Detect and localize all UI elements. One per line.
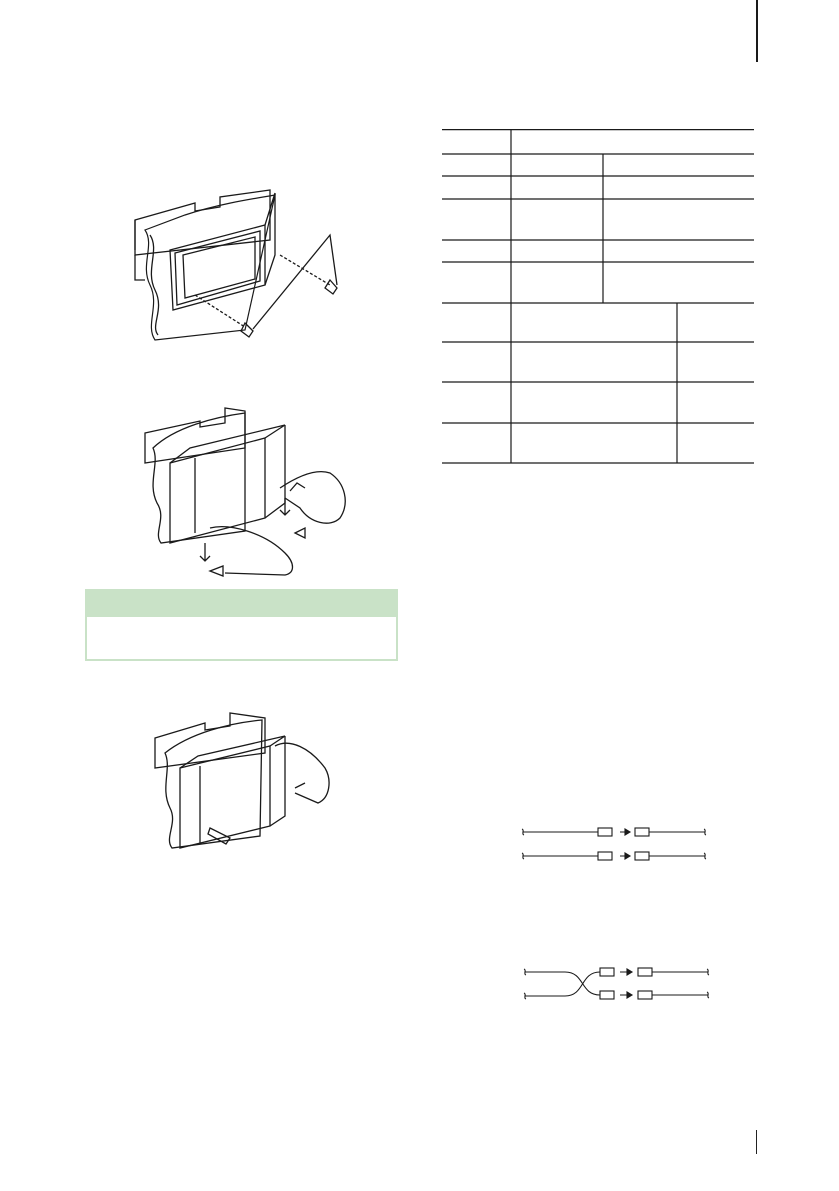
spec-table bbox=[442, 129, 754, 464]
figure-cable-crossed bbox=[520, 960, 715, 1010]
page-number-rule bbox=[756, 1130, 757, 1154]
figure-pull-unit bbox=[135, 403, 350, 578]
hands-sliding-unit-illustration bbox=[150, 708, 335, 853]
note-body bbox=[87, 617, 396, 633]
antenna-cable-crossed-connection-illustration bbox=[520, 960, 715, 1010]
figure-cable-straight bbox=[520, 822, 710, 867]
install-sleeve-with-extraction-keys-illustration bbox=[125, 185, 355, 345]
note-box bbox=[85, 589, 398, 661]
spec-table-grid bbox=[442, 129, 754, 464]
hands-pulling-unit-out-illustration bbox=[135, 403, 350, 578]
figure-slide-unit bbox=[150, 708, 335, 853]
page-edge-rule bbox=[756, 0, 758, 62]
antenna-cable-straight-connection-illustration bbox=[520, 822, 710, 867]
figure-sleeve-keys bbox=[125, 185, 355, 345]
note-header bbox=[87, 591, 396, 617]
